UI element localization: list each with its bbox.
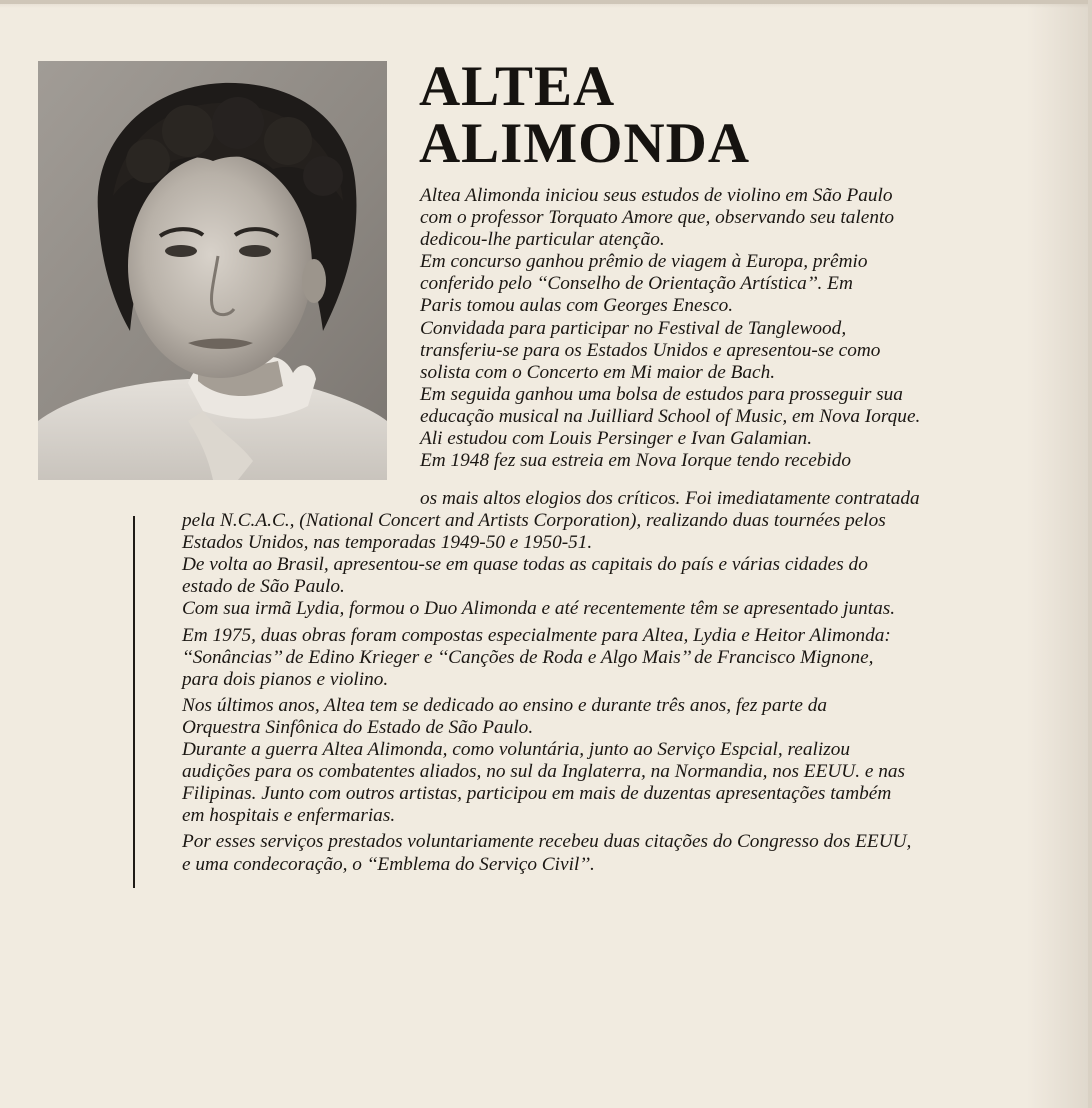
bio-line: De volta ao Brasil, apresentou-se em quase todas as capitais do país e várias cidades do bbox=[182, 554, 868, 576]
title-line-1: ALTEA bbox=[419, 55, 616, 118]
biography-bottom-column bbox=[182, 488, 1062, 876]
bio-line: Filipinas. Junto com outros artistas, participou em mais de duzentas apresentações também bbox=[182, 783, 892, 805]
bio-line: Por esses serviços prestados voluntariamente recebeu duas citações do Congresso dos EEUU, bbox=[182, 831, 912, 853]
bio-line: ‘‘Sonâncias’’ de Edino Krieger e ‘‘Canções de Roda e Algo Mais’’ de Francisco Mignone, bbox=[182, 646, 874, 668]
bio-line: dedicou-lhe particular atenção. bbox=[420, 229, 665, 251]
bio-line: pela N.C.A.C., (National Concert and Artists Corporation), realizando duas tournées pelos bbox=[182, 510, 886, 532]
biography-top-column bbox=[420, 185, 1040, 472]
bio-line: educação musical na Juilliard School of Music, em Nova Iorque. bbox=[420, 405, 921, 427]
bio-line: Nos últimos anos, Altea tem se dedicado ao ensino e durante três anos, fez parte da bbox=[182, 694, 827, 716]
bio-line: Ali estudou com Louis Persinger e Ivan Galamian. bbox=[420, 428, 813, 450]
bio-line: e uma condecoração, o ‘‘Emblema do Serviço Civil’’. bbox=[182, 853, 595, 875]
bio-line: Orquestra Sinfônica do Estado de São Paulo. bbox=[182, 716, 534, 738]
bio-line: Altea Alimonda iniciou seus estudos de violino em São Paulo bbox=[420, 185, 893, 206]
portrait-photo bbox=[38, 61, 387, 480]
bio-line: estado de São Paulo. bbox=[182, 576, 345, 598]
bio-line: Em concurso ganhou prêmio de viagem à Europa, prêmio bbox=[420, 251, 868, 273]
bio-line: com o professor Torquato Amore que, observando seu talento bbox=[420, 207, 894, 229]
bio-line: Em 1975, duas obras foram compostas especialmente para Altea, Lydia e Heitor Alimonda: bbox=[182, 624, 891, 646]
bio-line: audições para os combatentes aliados, no sul da Inglaterra, na Normandia, nos EEUU. e nas bbox=[182, 761, 906, 783]
page-right-edge bbox=[1088, 0, 1092, 1108]
bio-line: Em 1948 fez sua estreia em Nova Iorque tendo recebido bbox=[420, 450, 852, 472]
bio-line: Em seguida ganhou uma bolsa de estudos para prosseguir sua bbox=[420, 383, 903, 405]
bio-line: Convidada para participar no Festival de Tanglewood, bbox=[420, 317, 847, 339]
bio-line: Paris tomou aulas com Georges Enesco. bbox=[420, 295, 734, 317]
bio-line: transferiu-se para os Estados Unidos e apresentou-se como bbox=[420, 339, 881, 361]
bio-line: Estados Unidos, nas temporadas 1949-50 e 1950-51. bbox=[182, 532, 593, 554]
bio-line: Com sua irmã Lydia, formou o Duo Alimonda e até recentemente têm se apresentado juntas. bbox=[182, 598, 896, 620]
bio-line: para dois pianos e violino. bbox=[182, 668, 389, 690]
bio-line: conferido pelo ‘‘Conselho de Orientação Artística’’. Em bbox=[420, 273, 853, 295]
title-line-2: ALIMONDA bbox=[419, 112, 750, 175]
left-margin-rule bbox=[133, 516, 135, 888]
portrait-image bbox=[38, 61, 387, 480]
bio-line: os mais altos elogios dos críticos. Foi imediatamente contratada bbox=[420, 488, 920, 509]
page-title bbox=[419, 55, 750, 175]
bio-line: solista com o Concerto em Mi maior de Bach. bbox=[420, 361, 776, 383]
page-top-edge bbox=[0, 0, 1092, 4]
bio-line: em hospitais e enfermarias. bbox=[182, 805, 396, 827]
bio-line: Durante a guerra Altea Alimonda, como voluntária, junto ao Serviço Espcial, realizou bbox=[182, 739, 850, 761]
